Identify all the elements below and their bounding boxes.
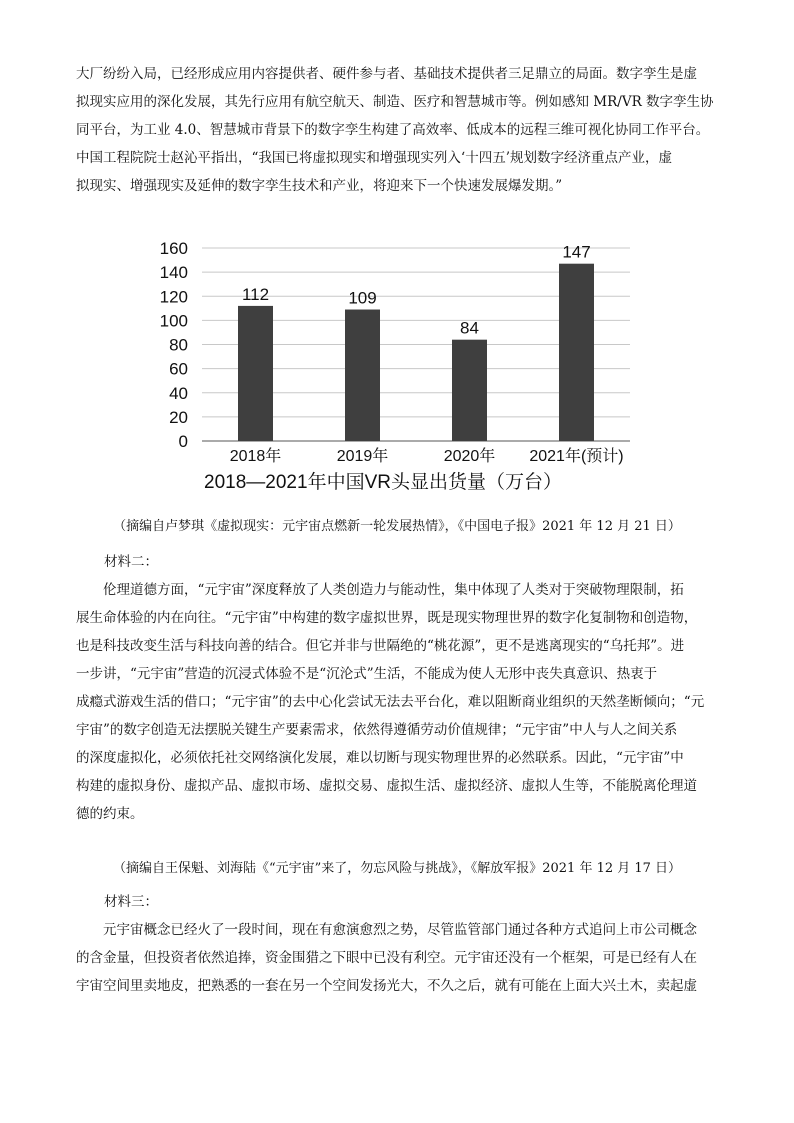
bar-chart	[160, 230, 640, 500]
text-line: 一步讲，“元宇宙”营造的沉浸式体验不是“沉沦式”生活，不能成为使人无形中丧失真意识、热衷于	[76, 666, 658, 682]
y-tick-label: 0	[178, 432, 188, 451]
paragraph-3	[76, 916, 716, 1000]
material-3-label: 材料三：	[104, 894, 158, 910]
chart-y-ticks	[160, 239, 188, 451]
bar	[559, 264, 594, 441]
y-tick-label: 60	[169, 359, 188, 379]
data-label: 84	[460, 318, 479, 338]
text-line: 构建的虚拟身份、虚拟产品、虚拟市场、虚拟交易、虚拟生活、虚拟经济、虚拟人生等，不能脱离伦理道	[76, 778, 697, 794]
text-line: 大厂纷纷入局，已经形成应用内容提供者、硬件参与者、基础技术提供者三足鼎立的局面。数字孪生是虚	[76, 66, 697, 82]
data-label: 109	[348, 288, 377, 308]
data-label: 112	[241, 284, 270, 304]
text-line: 德的约束。	[76, 806, 144, 822]
y-tick-label: 40	[169, 383, 188, 403]
text-line: 宇宙空间里卖地皮，把熟悉的一套在另一个空间发扬光大，不久之后，就有可能在上面大兴土木，卖起虚	[76, 978, 697, 994]
text-line: 伦理道德方面，“元宇宙”深度释放了人类创造力与能动性，集中体现了人类对于突破物理限制，拓	[103, 582, 684, 598]
chart-title: 2018—2021年中国VR头显出货量（万台）	[204, 472, 562, 493]
x-tick-label: 2020年	[443, 448, 496, 465]
chart-bars	[238, 264, 594, 441]
text-line: 的深度虚拟化，必须依托社交网络演化发展，难以切断与现实物理世界的必然联系。因此，“元宇宙”中	[76, 750, 684, 766]
y-tick-label: 20	[169, 407, 188, 427]
text-line: 拟现实应用的深化发展，其先行应用有航空航天、制造、医疗和智慧城市等。例如感知 MR/VR 数字孪生协	[76, 94, 714, 110]
text-line: 展生命体验的内在向往。“元宇宙”中构建的数字虚拟世界，既是现实物理世界的数字化复制物和创造物，	[76, 610, 698, 626]
x-tick-label: 2021年(预计)	[529, 448, 624, 465]
data-label: 147	[562, 242, 591, 262]
y-tick-label: 140	[160, 263, 188, 283]
text-line: 同平台，为工业 4.0、智慧城市背景下的数字孪生构建了高效率、低成本的远程三维可视化协同工作平台。	[76, 122, 710, 138]
chart-x-ticks	[230, 446, 624, 465]
y-tick-label: 80	[169, 335, 188, 355]
text-line: 元宇宙概念已经火了一段时间，现在有愈演愈烈之势，尽管监管部门通过各种方式追问上市公司概念	[103, 922, 697, 938]
y-tick-label: 160	[160, 239, 188, 258]
bar	[238, 306, 273, 441]
text-line: 中国工程院院士赵沁平指出，“我国已将虚拟现实和增强现实列入‘十四五’规划数字经济重点产业，虚	[76, 150, 672, 166]
source-citation-2: （摘编自王保魁、刘海陆《“元宇宙”来了，勿忘风险与挑战》，《解放军报》2021 年 12 月 17 日）	[112, 861, 682, 876]
bar	[345, 310, 380, 441]
paragraph-2	[76, 576, 716, 828]
y-tick-label: 120	[160, 287, 188, 307]
chart-data-labels	[242, 243, 591, 338]
y-tick-label: 100	[160, 311, 188, 331]
bar	[452, 340, 487, 441]
text-line: 的含金量，但投资者依然追捧，资金围猎之下眼中已没有利空。元宇宙还没有一个框架，可是已经有人在	[76, 950, 697, 966]
text-line: 拟现实、增强现实及延伸的数字孪生技术和产业，将迎来下一个快速发展爆发期。”	[76, 178, 563, 194]
x-tick-label: 2018年	[229, 448, 282, 465]
paragraph-1	[76, 60, 716, 200]
source-citation-1: （摘编自卢梦琪《虚拟现实：元宇宙点燃新一轮发展热情》，《中国电子报》2021 年 12 月 21 日）	[113, 519, 681, 534]
text-line: 也是科技改变生活与科技向善的结合。但它并非与世隔绝的“桃花源”，更不是逃离现实的“乌托邦”。进	[76, 638, 685, 654]
material-2-label: 材料二：	[104, 554, 158, 570]
text-line: 成瘾式游戏生活的借口；“元宇宙”的去中心化尝试无法去平台化，难以阻断商业组织的天然垄断倾向；“元	[76, 694, 705, 710]
text-line: 宇宙”的数字创造无法摆脱关键生产要素需求，依然得遵循劳动价值规律；“元宇宙”中人与人之间关系	[76, 722, 678, 738]
x-tick-label: 2019年	[336, 448, 389, 465]
